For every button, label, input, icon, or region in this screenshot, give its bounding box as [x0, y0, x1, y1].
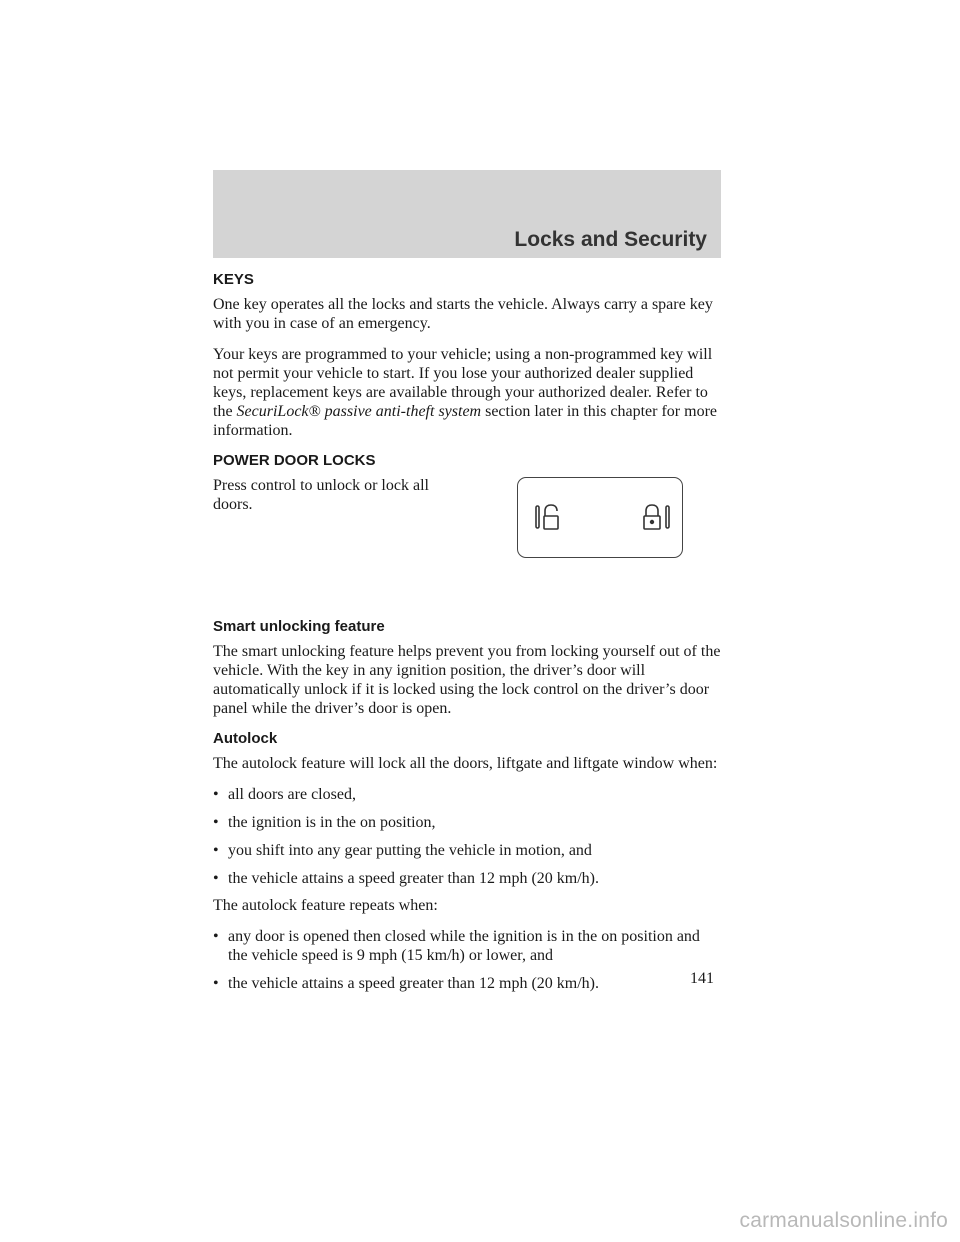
keys-paragraph-1: One key operates all the locks and starts the vehicle. Always carry a spare key with you in case of an emergency. [213, 296, 713, 332]
smart-unlocking-heading: Smart unlocking feature [213, 618, 385, 635]
power-door-locks-heading: POWER DOOR LOCKS [213, 452, 376, 469]
list-item-text: the vehicle attains a speed greater than 12 mph (20 km/h). [228, 975, 599, 992]
list-item [213, 785, 723, 804]
list-item-text: any door is opened then closed while the ignition is in the on position and the vehicle speed is 9 mph (15 km/h) or lower, and [228, 928, 700, 964]
footer-watermark: carmanualsonline.info [739, 1209, 948, 1232]
autolock-repeat-list [213, 927, 723, 993]
list-item [213, 927, 723, 965]
bullet-icon: • [213, 975, 219, 992]
list-item-text: the ignition is in the on position, [228, 814, 436, 831]
power-door-locks-text: Press control to unlock or lock all doors. [213, 477, 429, 513]
autolock-conditions-list [213, 785, 723, 888]
chapter-header-band [213, 170, 721, 258]
autolock-intro: The autolock feature will lock all the doors, liftgate and liftgate window when: [213, 755, 718, 772]
list-item-text: all doors are closed, [228, 786, 356, 803]
bullet-icon: • [213, 870, 219, 887]
list-item-text: you shift into any gear putting the vehicle in motion, and [228, 842, 592, 859]
keys-paragraph-2-start: Your keys are programmed to your vehicle; using a non-programmed key will not permit your vehicle to start. If you lose your authorized dealer supplied keys, replacement keys are available through your authorized dealer. Refer to the [213, 346, 713, 420]
list-item [213, 841, 723, 860]
bullet-icon: • [213, 928, 219, 945]
list-item [213, 869, 723, 888]
list-item [213, 974, 723, 993]
autolock-heading: Autolock [213, 730, 278, 747]
autolock-repeat-intro: The autolock feature repeats when: [213, 897, 438, 914]
unlock-icon [536, 505, 558, 529]
keys-paragraph-2 [213, 345, 723, 440]
power-lock-switch-illustration [517, 477, 683, 558]
chapter-title: Locks and Security [514, 228, 707, 251]
bullet-icon: • [213, 786, 219, 803]
list-item [213, 813, 723, 832]
list-item-text: the vehicle attains a speed greater than 12 mph (20 km/h). [228, 870, 599, 887]
lock-icon [644, 505, 669, 529]
power-door-locks-section [213, 476, 723, 618]
keys-paragraph-2-end: section later in this chapter for more information. [213, 403, 718, 439]
securilock-reference: SecuriLock® passive anti-theft system [236, 403, 482, 420]
keys-heading: KEYS [213, 271, 254, 288]
page-content [213, 271, 723, 1002]
bullet-icon: • [213, 842, 219, 859]
smart-unlocking-text: The smart unlocking feature helps prevent you from locking yourself out of the vehicle. With the key in any ignition position, the driver’s door will automatically unlock if it is locked using the lock control on the driver’s door panel while the driver’s door is open. [213, 643, 721, 717]
page-number: 141 [690, 970, 714, 987]
bullet-icon: • [213, 814, 219, 831]
